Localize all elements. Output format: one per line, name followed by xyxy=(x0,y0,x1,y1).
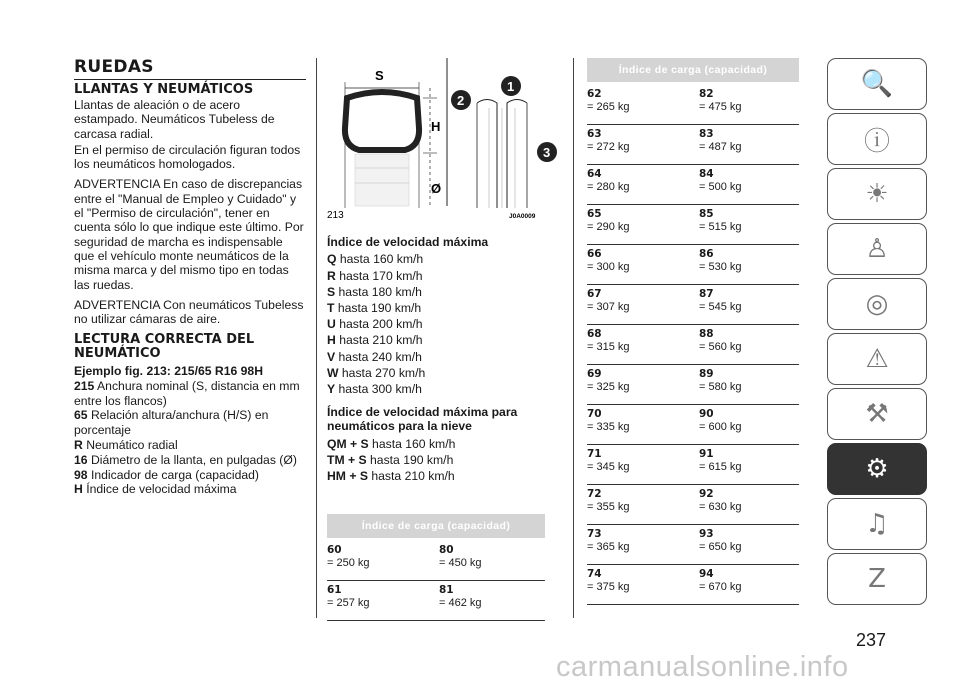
sidebar-tab-car-info[interactable] xyxy=(827,113,927,165)
sidebar-tab-index-alphabet[interactable] xyxy=(827,553,927,605)
maintenance-tools-icon: ⚒ xyxy=(865,399,889,429)
technical-data-icon: ⚙ xyxy=(865,454,889,484)
list-item-key: 65 xyxy=(74,408,88,423)
paragraph-llantas: Llantas de aleación o de acero estampado. Neumáticos Tubeless de carcasa radial. xyxy=(74,98,275,141)
table-cell xyxy=(587,488,630,514)
table-row xyxy=(327,542,545,581)
paragraph-permiso: En el permiso de circulación figuran todos los neumáticos homologados. xyxy=(74,142,301,172)
table-row xyxy=(587,526,799,565)
list-item-value: hasta 210 km/h xyxy=(367,469,455,484)
table-cell xyxy=(699,88,742,114)
figure-code: J0A0009 xyxy=(509,213,536,220)
load-value: = 315 kg xyxy=(587,341,630,353)
list-item-key: H xyxy=(74,482,83,497)
load-index: 70 xyxy=(587,408,602,420)
list-item xyxy=(327,468,545,484)
load-value: = 530 kg xyxy=(699,261,742,273)
load-index: 64 xyxy=(587,168,602,180)
divider-2 xyxy=(573,58,574,618)
list-item-key: S xyxy=(327,284,336,299)
table-cell xyxy=(699,288,742,314)
load-index: 86 xyxy=(699,248,714,260)
list-item-value: hasta 300 km/h xyxy=(335,381,422,396)
list-item-value: Relación altura/anchura (H/S) en porcentaje xyxy=(74,408,269,438)
table-cell xyxy=(699,128,742,154)
list-item-key: R xyxy=(327,268,336,283)
list-item xyxy=(74,379,306,409)
table-cell xyxy=(699,488,742,514)
list-item-value: Anchura nominal (S, distancia en mm entre los flancos) xyxy=(74,378,300,408)
table-cell xyxy=(699,168,742,194)
list-item xyxy=(327,381,545,397)
sidebar-tab-multimedia[interactable] xyxy=(827,498,927,550)
load-index: 82 xyxy=(699,88,714,100)
list-item-value: hasta 190 km/h xyxy=(366,452,454,467)
example-line: Ejemplo fig. 213: 215/65 R16 98H xyxy=(74,364,263,379)
table-row xyxy=(587,286,799,325)
label-s: S xyxy=(375,68,384,83)
list-item-value: Diámetro de la llanta, en pulgadas (Ø) xyxy=(87,452,297,467)
list-item xyxy=(74,408,306,438)
list-item-key: V xyxy=(327,349,336,364)
list-item xyxy=(74,482,306,497)
table-cell xyxy=(587,168,630,194)
list-item-value: hasta 270 km/h xyxy=(338,365,426,380)
snow-title: Índice de velocidad máxima para neumáticos para la nieve xyxy=(327,405,518,434)
list-item-value: Índice de velocidad máxima xyxy=(82,482,237,497)
load-index: 60 xyxy=(327,544,342,556)
sidebar-tab-steering-wheel[interactable] xyxy=(827,278,927,330)
table-cell xyxy=(327,544,370,570)
emergency-car-icon: ⚠ xyxy=(865,344,889,374)
list-item-value: hasta 170 km/h xyxy=(335,268,423,283)
table-cell xyxy=(439,584,482,610)
load-value: = 545 kg xyxy=(699,301,742,313)
speed-section xyxy=(327,235,545,484)
load-index: 65 xyxy=(587,208,602,220)
warning-lights-icon: ☀ xyxy=(865,179,889,209)
table-row xyxy=(587,246,799,285)
list-item-key: TM + S xyxy=(327,452,367,467)
load-index: 68 xyxy=(587,328,602,340)
table-cell xyxy=(587,88,630,114)
load-index: 74 xyxy=(587,568,602,580)
table-row xyxy=(587,326,799,365)
load-value: = 630 kg xyxy=(699,501,742,513)
load-index: 88 xyxy=(699,328,714,340)
table-row xyxy=(327,582,545,621)
table-row xyxy=(587,406,799,445)
divider-1 xyxy=(316,58,317,618)
load-value: = 462 kg xyxy=(439,597,482,609)
load-index: 94 xyxy=(699,568,714,580)
tire-figure xyxy=(327,58,551,221)
list-item xyxy=(74,468,306,483)
index-alphabet-icon: Z xyxy=(868,564,886,594)
table-cell xyxy=(699,328,742,354)
load-index: 72 xyxy=(587,488,602,500)
load-value: = 500 kg xyxy=(699,181,742,193)
list-item-key: HM + S xyxy=(327,469,368,484)
airbag-seatbelt-icon: ♙ xyxy=(865,234,889,264)
table-cell xyxy=(587,328,630,354)
table-cell xyxy=(587,528,630,554)
list-item-key: Q xyxy=(327,252,337,267)
label-diameter: Ø xyxy=(431,181,442,196)
load-value: = 257 kg xyxy=(327,597,370,609)
snow-list xyxy=(327,436,545,485)
sidebar-tab-technical-data[interactable] xyxy=(827,443,927,495)
table-row xyxy=(587,366,799,405)
table-cell xyxy=(699,408,742,434)
list-item-key: R xyxy=(74,437,83,452)
heading-lectura: LECTURA CORRECTA DEL NEUMÁTICO xyxy=(74,332,255,362)
list-item-key: 16 xyxy=(74,452,88,467)
list-item-key: T xyxy=(327,300,335,315)
table-cell xyxy=(587,408,630,434)
table-cell xyxy=(587,128,630,154)
load-index: 71 xyxy=(587,448,602,460)
speed-list xyxy=(327,251,545,397)
table-cell xyxy=(699,528,742,554)
load-value: = 265 kg xyxy=(587,101,630,113)
load-index: 81 xyxy=(439,584,454,596)
table-cell xyxy=(587,208,630,234)
load-index: 93 xyxy=(699,528,714,540)
load-value: = 272 kg xyxy=(587,141,630,153)
load-index: 83 xyxy=(699,128,714,140)
load-value: = 280 kg xyxy=(587,181,630,193)
callout-3: 3 xyxy=(543,145,551,160)
table-cell xyxy=(587,368,630,394)
table-cell xyxy=(587,248,630,274)
col1-content xyxy=(74,83,306,497)
load-value: = 290 kg xyxy=(587,221,630,233)
table-cell xyxy=(699,248,742,274)
callout-2: 2 xyxy=(457,93,465,108)
list-item-key: W xyxy=(327,365,339,380)
multimedia-icon: ♫ xyxy=(865,509,889,539)
load-index: 61 xyxy=(327,584,342,596)
load-value: = 670 kg xyxy=(699,581,742,593)
list-item xyxy=(74,438,306,453)
sidebar-tab-maintenance-tools[interactable] xyxy=(827,388,927,440)
load-value: = 450 kg xyxy=(439,557,482,569)
table-cell xyxy=(439,544,482,570)
load-value: = 375 kg xyxy=(587,581,630,593)
load-index: 80 xyxy=(439,544,454,556)
load-value: = 475 kg xyxy=(699,101,742,113)
load-value: = 335 kg xyxy=(587,421,630,433)
load-index: 63 xyxy=(587,128,602,140)
load-value: = 600 kg xyxy=(699,421,742,433)
load-table-2 xyxy=(587,58,799,593)
load-index: 73 xyxy=(587,528,602,540)
list-item xyxy=(74,453,306,468)
load-value: = 345 kg xyxy=(587,461,630,473)
load-value: = 615 kg xyxy=(699,461,742,473)
load-index: 69 xyxy=(587,368,602,380)
table-cell xyxy=(699,448,742,474)
list-item xyxy=(327,251,545,267)
load-index: 85 xyxy=(699,208,714,220)
table-row xyxy=(587,126,799,165)
load-table-1 xyxy=(327,514,545,609)
load-value: = 560 kg xyxy=(699,341,742,353)
list-item-key: H xyxy=(327,333,336,348)
heading-llantas: LLANTAS Y NEUMÁTICOS xyxy=(74,82,254,97)
figure-number: 213 xyxy=(327,210,344,221)
sidebar-tab-warning-lights[interactable] xyxy=(827,168,927,220)
paragraph-advertencia-1: ADVERTENCIA En caso de discrepancias entre el "Manual de Empleo y Cuidado" y el "Permiso de circulación", tener en cuenta sólo lo que indique este último. Por seguridad de marcha es indispensable que el vehículo monte neumáticos de la misma marca y del mismo tipo en todas las ruedas. xyxy=(74,177,304,292)
rim-profile xyxy=(477,100,527,209)
list-item-value: hasta 210 km/h xyxy=(335,333,423,348)
list-item-value: hasta 200 km/h xyxy=(335,317,423,332)
load-value: = 365 kg xyxy=(587,541,630,553)
sidebar-tab-car-search[interactable] xyxy=(827,58,927,110)
paragraph-advertencia-2: ADVERTENCIA Con neumáticos Tubeless no utilizar cámaras de aire. xyxy=(74,297,304,327)
sidebar-tab-emergency-car[interactable] xyxy=(827,333,927,385)
table-cell xyxy=(699,568,742,594)
steering-wheel-icon: ◎ xyxy=(865,289,889,319)
list-item xyxy=(327,452,545,468)
load-value: = 300 kg xyxy=(587,261,630,273)
load-table-2-header: Índice de carga (capacidad) xyxy=(587,58,799,82)
load-table-1-header: Índice de carga (capacidad) xyxy=(327,514,545,538)
load-index: 92 xyxy=(699,488,714,500)
table-cell xyxy=(587,288,630,314)
table-row xyxy=(587,446,799,485)
load-value: = 307 kg xyxy=(587,301,630,313)
list-item xyxy=(327,268,545,284)
section-title-wrap xyxy=(74,57,306,80)
load-index: 91 xyxy=(699,448,714,460)
list-item-key: 215 xyxy=(74,378,95,393)
list-item xyxy=(327,300,545,316)
load-value: = 487 kg xyxy=(699,141,742,153)
table-cell xyxy=(699,368,742,394)
table-cell xyxy=(587,568,630,594)
list-item xyxy=(327,436,545,452)
load-index: 90 xyxy=(699,408,714,420)
load-index: 87 xyxy=(699,288,714,300)
car-search-icon: 🔍 xyxy=(860,69,894,99)
list-item-key: U xyxy=(327,317,336,332)
list-item-key: Y xyxy=(327,381,336,396)
load-index: 62 xyxy=(587,88,602,100)
load-value: = 580 kg xyxy=(699,381,742,393)
load-value: = 650 kg xyxy=(699,541,742,553)
load-index: 66 xyxy=(587,248,602,260)
list-item-value: Neumático radial xyxy=(82,437,178,452)
load-value: = 515 kg xyxy=(699,221,742,233)
sidebar-tab-airbag-seatbelt[interactable] xyxy=(827,223,927,275)
list-item xyxy=(327,316,545,332)
table-cell xyxy=(327,584,370,610)
table-row xyxy=(587,166,799,205)
speed-title: Índice de velocidad máxima xyxy=(327,235,489,249)
car-info-icon: ⓘ xyxy=(863,126,890,157)
list-item-value: hasta 240 km/h xyxy=(335,349,422,364)
table-row xyxy=(587,566,799,605)
list-item-value: hasta 160 km/h xyxy=(336,252,424,267)
list-item-value: Indicador de carga (capacidad) xyxy=(87,467,259,482)
load-index: 89 xyxy=(699,368,714,380)
table-row xyxy=(587,206,799,245)
section-title: RUEDAS xyxy=(74,57,154,77)
label-h: H xyxy=(431,119,441,134)
tire-code-list xyxy=(74,379,306,497)
list-item-key: 98 xyxy=(74,467,88,482)
load-value: = 250 kg xyxy=(327,557,370,569)
tire-cross-section xyxy=(345,82,437,208)
list-item-value: hasta 160 km/h xyxy=(368,436,456,451)
watermark: carmanualsonline.info xyxy=(556,651,849,683)
list-item xyxy=(327,365,545,381)
load-index: 84 xyxy=(699,168,714,180)
list-item xyxy=(327,332,545,348)
load-value: = 355 kg xyxy=(587,501,630,513)
table-cell xyxy=(587,448,630,474)
load-value: = 325 kg xyxy=(587,381,630,393)
table-row xyxy=(587,486,799,525)
table-cell xyxy=(699,208,742,234)
table-row xyxy=(587,86,799,125)
list-item-key: QM + S xyxy=(327,436,369,451)
load-index: 67 xyxy=(587,288,602,300)
list-item xyxy=(327,284,545,300)
list-item-value: hasta 190 km/h xyxy=(334,300,422,315)
list-item xyxy=(327,349,545,365)
callout-1: 1 xyxy=(507,79,515,94)
page-number: 237 xyxy=(856,630,887,650)
list-item-value: hasta 180 km/h xyxy=(335,284,422,299)
